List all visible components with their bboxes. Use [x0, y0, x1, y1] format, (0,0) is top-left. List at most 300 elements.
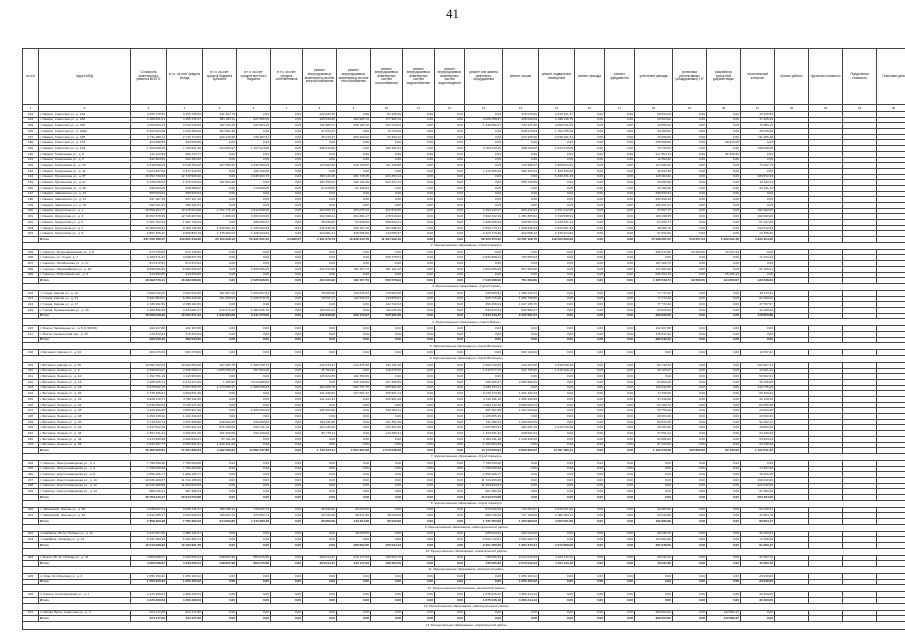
table-cell: г. Ижевск, Чайковского ул., д. 37: [39, 191, 131, 197]
table-cell: 0,00: [203, 220, 237, 226]
table-cell: 123 390,52: [635, 163, 673, 169]
table-cell: 1 743 720,41: [303, 448, 337, 454]
table-cell: 281 725,35: [337, 174, 371, 180]
table-cell: г. Воткинск, Ленина ул., д. 38: [39, 442, 131, 448]
table-cell: 356 456,04: [465, 302, 503, 308]
table-cell: 11 907 093,10: [371, 237, 403, 243]
table-cell: 431 725,05: [503, 368, 539, 374]
table-cell: 0,00: [403, 163, 435, 169]
table-cell: 158 036,11: [203, 507, 237, 513]
table-cell: 0,00: [465, 163, 503, 169]
table-cell: 0,00: [605, 573, 635, 579]
table-cell: 0,00: [337, 414, 371, 420]
table-body: [23, 112, 905, 630]
table-cell: 0,00: [403, 266, 435, 272]
table-cell: 125 001,11: [371, 408, 403, 414]
table-cell: 1 465 549,71: [635, 278, 673, 284]
column-number: 1: [23, 105, 39, 112]
table-cell: 0,00: [707, 203, 741, 209]
table-cell: 0,00: [503, 494, 539, 500]
table-cell: 0,00: [605, 513, 635, 519]
table-cell: 630 060,00: [237, 419, 271, 425]
table-cell: 0,00: [237, 337, 271, 343]
table-cell: 0,00: [673, 168, 707, 174]
table-cell: г. Сарапул, Электрозаводская ул., д. 4: [39, 460, 131, 466]
table-cell: 30 335,06: [741, 129, 775, 135]
table-cell: 0,00: [337, 494, 371, 500]
table-cell: 0,00: [435, 368, 465, 374]
table-cell: 0,00: [539, 597, 575, 603]
table-cell: 309 264,00: [635, 616, 673, 622]
table-cell: 0,00: [673, 592, 707, 598]
table-cell: 1 105 355,45: [465, 414, 503, 420]
table-cell: 0,00: [673, 129, 707, 135]
table-cell: 7 796 230,08: [465, 466, 503, 472]
table-cell: 0,00: [575, 168, 605, 174]
table-cell: 103 765,00: [303, 180, 337, 186]
table-cell: 2 039 116,75: [539, 117, 575, 123]
table-cell: 112 209,31: [371, 431, 403, 437]
column-number-row: [23, 105, 905, 112]
table-cell: 0,00: [237, 151, 271, 157]
table-cell: 0,00: [271, 419, 303, 425]
table-cell: 0,00: [271, 397, 303, 403]
table-cell: 931 643,00: [503, 531, 539, 537]
table-cell: 0,00: [673, 134, 707, 140]
table-cell: 0,00: [237, 573, 271, 579]
table-cell: 0,00: [337, 477, 371, 483]
table-cell: 0,00: [465, 272, 503, 278]
table-cell: 2 325 906,00: [237, 278, 271, 284]
table-cell: 0,00: [403, 408, 435, 414]
table-cell: 0,00: [741, 203, 775, 209]
table-cell: 12 354,22: [635, 157, 673, 163]
table-cell: 0,00: [575, 483, 605, 489]
table-cell: 0,00: [403, 180, 435, 186]
table-cell: 0,00: [271, 483, 303, 489]
table-cell: 0,00: [707, 537, 741, 543]
table-cell: 0,00: [337, 302, 371, 308]
table-cell: 642 384,52: [167, 157, 203, 163]
table-cell: 0,00: [237, 597, 271, 603]
table-cell: 2 414 471,00: [167, 379, 203, 385]
table-cell: 853 576,58: [237, 555, 271, 561]
table-cell: 0,00: [673, 266, 707, 272]
table-cell: 5 437 581,24: [503, 313, 539, 319]
table-cell: 0,00: [539, 408, 575, 414]
table-cell: 0,00: [435, 266, 465, 272]
table-cell: 8 659 300,97: [503, 448, 539, 454]
table-cell: 4 563 058,97: [131, 561, 167, 567]
table-cell: 0,00: [403, 337, 435, 343]
table-cell: 321 661,47: [337, 214, 371, 220]
table-cell: 84 633,00: [337, 507, 371, 513]
table-cell: 18 392 579,41: [131, 278, 167, 284]
table-cell: 0,00: [465, 197, 503, 203]
table-cell: 0,00: [271, 331, 303, 337]
table-cell: 0,00: [403, 203, 435, 209]
table-cell: г. Ижевск, Советская ул., д. 186а: [39, 129, 131, 135]
table-cell: 0,00: [673, 337, 707, 343]
table-cell: 0,00: [337, 368, 371, 374]
column-header: в т.ч. за счет средств бюджета субъекта: [203, 49, 237, 105]
table-cell: 21 990,00: [741, 489, 775, 495]
table-cell: 51 105,51: [741, 266, 775, 272]
table-cell: 65 456,13: [707, 272, 741, 278]
table-cell: 0,00: [435, 185, 465, 191]
table-cell: 4 055 531,69: [539, 518, 575, 524]
table-cell: 0,00: [371, 531, 403, 537]
table-cell: г. Ижевск, Советская ул., д. 186: [39, 123, 131, 129]
table-cell: 0,00: [575, 419, 605, 425]
table-cell: 0,00: [371, 537, 403, 543]
table-cell: Итого: [39, 237, 131, 243]
table-cell: 322 741,10: [237, 425, 271, 431]
table-cell: 2 880 911,61: [167, 531, 203, 537]
table-cell: 194: [23, 174, 39, 180]
table-cell: 0,00: [237, 350, 271, 356]
table-cell: 4 292 223,81: [203, 448, 237, 454]
table-cell: 154 011,85: [303, 419, 337, 425]
table-cell: 0,00: [605, 555, 635, 561]
table-cell: 4 137 627,06: [131, 531, 167, 537]
table-cell: 0,00: [575, 331, 605, 337]
table-cell: 0,00: [435, 261, 465, 267]
column-header: в т.ч. за счет средств местного бюджета: [237, 49, 271, 105]
table-cell: 22 641,54: [707, 249, 741, 255]
table-cell: 0,00: [337, 408, 371, 414]
table-cell: 609 098,69: [503, 117, 539, 123]
table-cell: 0,00: [435, 374, 465, 380]
table-cell: 0,00: [403, 579, 435, 585]
table-cell: 0,00: [403, 507, 435, 513]
section-title-row: [23, 283, 905, 290]
table-cell: 1 375 002,04: [203, 231, 237, 237]
table-cell: 87 311,49: [203, 436, 237, 442]
table-cell: 107 200,70: [635, 261, 673, 267]
table-cell: 1 505 003,25: [503, 419, 539, 425]
table-cell: 4 410 718,09: [167, 123, 203, 129]
table-cell: 0,00: [539, 313, 575, 319]
table-cell: 0,00: [271, 191, 303, 197]
table-cell: 0,00: [271, 197, 303, 203]
table-cell: 0,00: [605, 191, 635, 197]
table-cell: 0,00: [539, 379, 575, 385]
table-cell: 1 301 103,33: [503, 391, 539, 397]
section-title: 13. Муниципальное образование «Малопургинский район»: [23, 603, 905, 610]
table-cell: 0,00: [271, 494, 303, 500]
table-cell: 0,00: [635, 466, 673, 472]
table-cell: 0,00: [605, 397, 635, 403]
table-cell: 0,00: [371, 185, 403, 191]
table-cell: 247: [23, 610, 39, 616]
table-cell: 0,00: [465, 610, 503, 616]
table-cell: 0,00: [203, 397, 237, 403]
table-cell: 222: [23, 379, 39, 385]
table-cell: 311 085,71: [303, 123, 337, 129]
table-cell: 142 540,03: [337, 296, 371, 302]
table-cell: 282 043,40: [131, 337, 167, 343]
table-cell: 1 056 150,22: [503, 579, 539, 585]
table-cell: 3 359 414,13: [503, 592, 539, 598]
table-cell: 0,00: [539, 331, 575, 337]
table-cell: 866 730,00: [465, 513, 503, 519]
table-cell: 0,00: [707, 331, 741, 337]
table-cell: 347 187,10: [167, 197, 203, 203]
table-cell: 0,00: [707, 374, 741, 380]
table-cell: 76 460 305,81: [131, 448, 167, 454]
table-cell: 0,00: [403, 597, 435, 603]
table-cell: 0,00: [673, 151, 707, 157]
table-cell: 0,00: [539, 494, 575, 500]
table-cell: 3 743 538,94: [539, 214, 575, 220]
table-cell: 0,00: [465, 579, 503, 585]
table-cell: 4 725 271,40: [167, 402, 203, 408]
table-cell: 0,00: [303, 472, 337, 478]
table-cell: 90 718,34: [635, 362, 673, 368]
table-cell: 63 622,00: [635, 307, 673, 313]
table-cell: г. Чайковский, Ленина ул., д. 42: [39, 513, 131, 519]
table-cell: 2 113 311,16: [465, 397, 503, 403]
table-cell: 994 372,23: [503, 208, 539, 214]
table-cell: 0,00: [237, 272, 271, 278]
table-cell: 0,00: [673, 214, 707, 220]
table-cell: 0,00: [673, 180, 707, 186]
table-cell: 243: [23, 537, 39, 543]
table-cell: 3 224 487,00: [131, 168, 167, 174]
table-cell: 0,00: [673, 290, 707, 296]
table-cell: 0,00: [635, 489, 673, 495]
table-cell: 14 891 347,89: [237, 448, 271, 454]
table-cell: 0,00: [575, 151, 605, 157]
table-cell: 143 735,46: [741, 385, 775, 391]
table-cell: 65 300,22: [741, 391, 775, 397]
table-cell: 0,00: [303, 402, 337, 408]
table-cell: г. Ижевск, Пушкинская ул., д. 97: [39, 180, 131, 186]
table-cell: п. Игра, Октябрьская ул., д. 3: [39, 573, 131, 579]
table-cell: 176 513,02: [371, 214, 403, 220]
table-cell: 16 564 271,22: [167, 313, 203, 319]
table-cell: 0,00: [303, 326, 337, 332]
table-cell: 0,00: [403, 573, 435, 579]
table-cell: 7 361 076,73: [303, 237, 337, 243]
table-cell: 0,00: [303, 157, 337, 163]
table-cell: 44 855,24: [635, 123, 673, 129]
table-cell: 207: [23, 261, 39, 267]
table-cell: 0,00: [435, 231, 465, 237]
table-cell: 0,00: [539, 151, 575, 157]
table-cell: г. Ижевск, Тимирязева ул., д. 42: [39, 168, 131, 174]
table-cell: 101 000,00: [203, 431, 237, 437]
table-cell: 0,00: [503, 483, 539, 489]
table-cell: 12 041 686,69: [131, 483, 167, 489]
table-cell: 18 282 068,30: [167, 278, 203, 284]
table-cell: 3 201 780,26: [465, 543, 503, 549]
table-cell: 4 409 623,33: [131, 123, 167, 129]
table-cell: 295 485,17: [465, 379, 503, 385]
table-cell: 0,00: [371, 203, 403, 209]
column-header: № п/п: [23, 49, 39, 105]
table-cell: 541 998,45: [503, 134, 539, 140]
column-number: 7: [271, 105, 303, 112]
table-cell: 10 213 966,93: [131, 543, 167, 549]
table-cell: 1 539 961,32: [203, 225, 237, 231]
table-cell: 1 664 773,41: [503, 543, 539, 549]
table-cell: 322 440,00: [237, 431, 271, 437]
table-cell: 874 372,91: [131, 261, 167, 267]
table-cell: 0,00: [605, 466, 635, 472]
table-cell: 0,00: [465, 203, 503, 209]
table-cell: 0,00: [707, 296, 741, 302]
table-cell: 0,00: [605, 561, 635, 567]
table-cell: 0,00: [605, 326, 635, 332]
table-cell: 2 463 216,65: [465, 362, 503, 368]
table-cell: 0,00: [673, 255, 707, 261]
table-cell: 0,00: [465, 350, 503, 356]
table-cell: 7 958 483,28: [131, 518, 167, 524]
table-cell: 0,00: [435, 203, 465, 209]
table-cell: 0,00: [271, 414, 303, 420]
table-cell: 0,00: [371, 483, 403, 489]
table-cell: 0,00: [673, 225, 707, 231]
table-cell: 0,00: [539, 579, 575, 585]
table-cell: 0,00: [403, 379, 435, 385]
table-cell: 37 707,57: [741, 302, 775, 308]
table-cell: 0,00: [575, 489, 605, 495]
table-cell: 0,00: [539, 477, 575, 483]
column-header: ремонт внутридомовых инженерных систем электроснабжения: [303, 49, 337, 105]
table-cell: 2 023 112,15: [465, 402, 503, 408]
table-cell: 0,00: [575, 140, 605, 146]
table-cell: 0,00: [605, 431, 635, 437]
table-cell: 79 734,66: [371, 129, 403, 135]
table-cell: 4 168 071,02: [131, 255, 167, 261]
table-cell: 0,00: [371, 466, 403, 472]
table-cell: 0,00: [337, 331, 371, 337]
table-cell: 0,00: [673, 408, 707, 414]
table-cell: 0,00: [435, 180, 465, 186]
table-cell: 0,00: [707, 414, 741, 420]
column-number: 23: [809, 105, 843, 112]
table-cell: 0,00: [271, 425, 303, 431]
table-cell: г. Можга, Сюгаильский пер., д. 15: [39, 331, 131, 337]
table-cell: 0,00: [605, 531, 635, 537]
table-cell: 0,00: [271, 391, 303, 397]
table-cell: 0,00: [271, 129, 303, 135]
table-cell: 0,00: [503, 174, 539, 180]
table-cell: г. Глазов, Кирова ул., д. 12: [39, 290, 131, 296]
table-cell: 10 469 152,09: [131, 362, 167, 368]
table-cell: 0,00: [707, 302, 741, 308]
table-cell: 0,00: [673, 431, 707, 437]
table-cell: 0,00: [271, 174, 303, 180]
table-cell: 15 435,80: [741, 112, 775, 118]
table-cell: 957 486,43: [167, 489, 203, 495]
table-cell: 208: [23, 266, 39, 272]
table-cell: г. Камбарка, 86 лет Победы ул., д. 11: [39, 531, 131, 537]
table-cell: 0,00: [707, 573, 741, 579]
table-cell: 0,00: [707, 214, 741, 220]
table-cell: 3 359 414,13: [503, 597, 539, 603]
table-cell: г. Воткинск, Ленина ул., д. 34: [39, 431, 131, 437]
table-cell: 1 101 110,10: [539, 561, 575, 567]
table-cell: г. Чайковский, Ленина ул., д. 36: [39, 507, 131, 513]
table-cell: 0,00: [605, 379, 635, 385]
table-cell: 314 090,83: [203, 518, 237, 524]
table-cell: 82 779,11: [303, 431, 337, 437]
table-cell: 0,00: [435, 442, 465, 448]
table-cell: 31 230,00: [741, 307, 775, 313]
table-cell: 0,00: [403, 174, 435, 180]
table-cell: 0,00: [203, 157, 237, 163]
table-cell: 957 486,43: [465, 489, 503, 495]
table-cell: 0,00: [575, 431, 605, 437]
table-cell: 184: [23, 117, 39, 123]
table-cell: 0,00: [539, 414, 575, 420]
table-cell: Итого: [39, 337, 131, 343]
table-cell: 1 155 002,00: [237, 225, 271, 231]
table-cell: г. Ижевск, Удмуртская ул., д. 9: [39, 231, 131, 237]
table-cell: 0,00: [673, 379, 707, 385]
table-cell: 0,00: [465, 151, 503, 157]
table-cell: 0,00: [741, 460, 775, 466]
table-cell: 0,00: [203, 140, 237, 146]
table-cell: 4 413 566,68: [131, 436, 167, 442]
table-cell: 0,00: [203, 579, 237, 585]
table-cell: 651 254,11: [203, 117, 237, 123]
table-cell: 0,00: [203, 337, 237, 343]
table-cell: 217: [23, 331, 39, 337]
table-cell: 0,00: [337, 436, 371, 442]
table-cell: 0,00: [435, 507, 465, 513]
table-cell: г. Можга, Наговицына ул., д. 6 (1 990 М): [39, 326, 131, 332]
table-cell: 0,00: [203, 489, 237, 495]
table-cell: 0,00: [237, 477, 271, 483]
table-cell: 0,00: [605, 208, 635, 214]
table-cell: 2 466 545,71: [131, 379, 167, 385]
table-cell: 7 796 230,08: [167, 466, 203, 472]
table-cell: 161 096,32: [371, 225, 403, 231]
table-cell: 7 796 230,08: [465, 460, 503, 466]
table-cell: 0,00: [605, 579, 635, 585]
table-cell: 0,00: [435, 151, 465, 157]
table-cell: 0,00: [673, 326, 707, 332]
table-cell: 122 338,84: [741, 278, 775, 284]
table-cell: 95 020,00: [371, 513, 403, 519]
table-cell: 0,00: [271, 140, 303, 146]
table-cell: 120 263,39: [303, 163, 337, 169]
table-cell: 0,00: [575, 290, 605, 296]
table-cell: г. Сарапул, Электрозаводская ул., д. 14: [39, 489, 131, 495]
table-cell: 10 236 854,00: [167, 362, 203, 368]
table-cell: 0,00: [605, 408, 635, 414]
table-cell: 0,00: [605, 489, 635, 495]
table-cell: 430 589,51: [465, 290, 503, 296]
table-cell: 0,00: [303, 337, 337, 343]
table-cell: 178 650,88: [741, 313, 775, 319]
table-cell: 196: [23, 185, 39, 191]
table-cell: 0,00: [435, 402, 465, 408]
table-cell: 147 203,40: [635, 266, 673, 272]
table-cell: 0,00: [271, 134, 303, 140]
table-cell: 224 081,31: [303, 231, 337, 237]
table-cell: 30 100,00: [741, 592, 775, 598]
table-cell: 0,00: [673, 191, 707, 197]
column-number: 5: [203, 105, 237, 112]
column-header: ремонт внутридомовых инженерных систем теплоснабжения: [337, 49, 371, 105]
table-cell: 0,00: [605, 117, 635, 123]
table-cell: Итого: [39, 313, 131, 319]
